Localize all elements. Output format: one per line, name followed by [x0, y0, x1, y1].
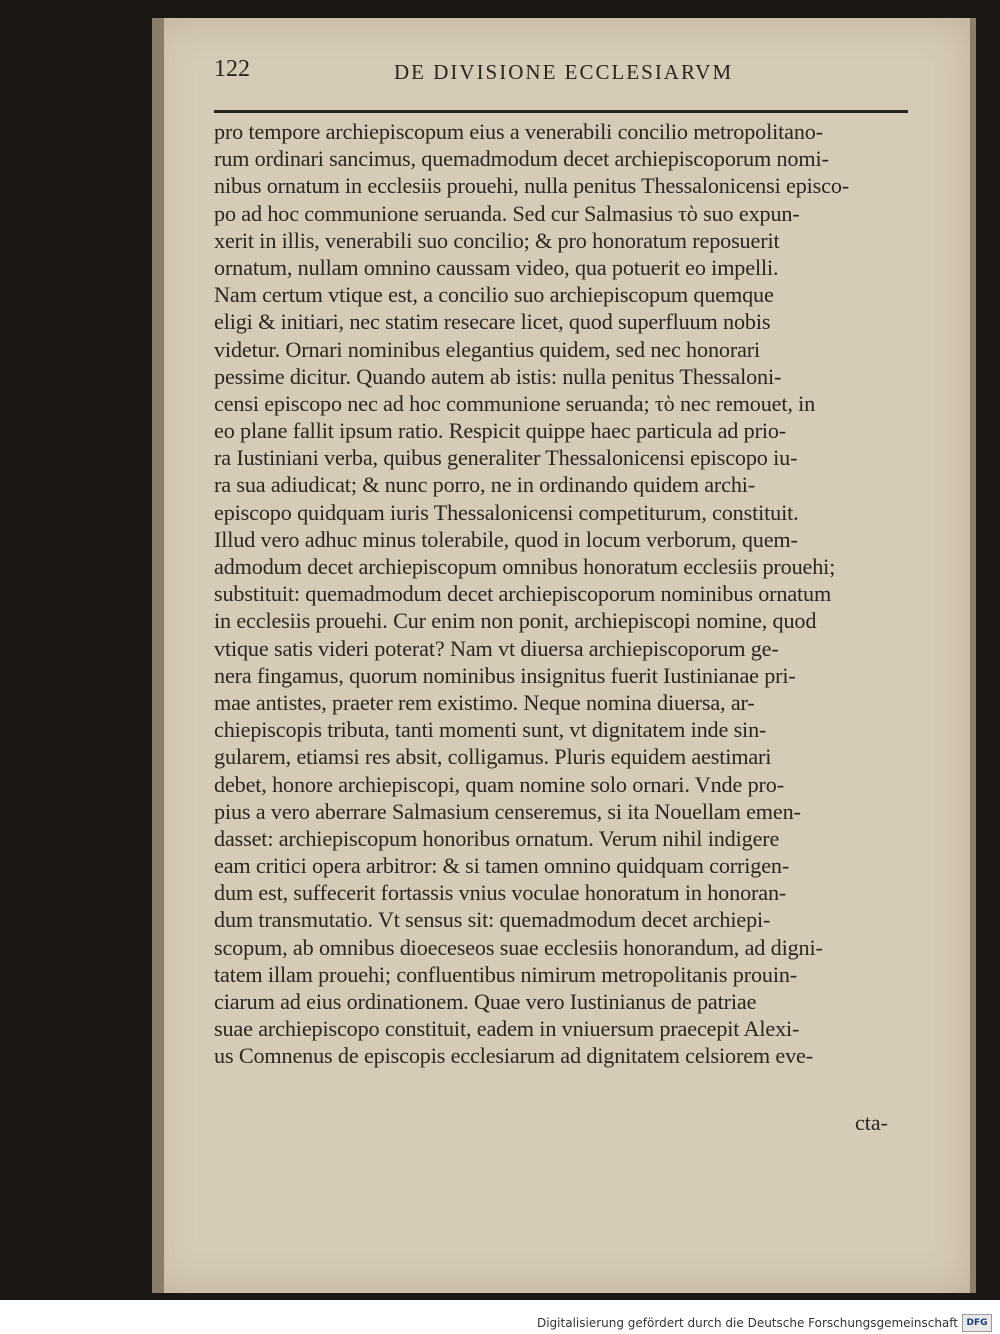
text-line: ornatum, nullam omnino caussam video, qua potuerit eo impelli. — [214, 254, 779, 280]
catchword: cta- — [855, 1110, 888, 1135]
text-line: mae antistes, praeter rem existimo. Neque nomina diuersa, ar- — [214, 689, 755, 715]
book-page — [152, 18, 976, 1293]
text-line: pessime dicitur. Quando autem ab istis: nulla penitus Thessaloni- — [214, 363, 782, 389]
text-line: eam critici opera arbitror: & si tamen omnino quidquam corrigen- — [214, 853, 790, 879]
text-line: Nam certum vtique est, a concilio suo archiepiscopum quemque — [214, 282, 774, 308]
text-line: dasset: archiepiscopum honoribus ornatum. Verum nihil indigere — [214, 825, 780, 851]
text-line: ra Iustiniani verba, quibus generaliter Thessalonicensi episcopo iu- — [214, 445, 798, 471]
text-line: eo plane fallit ipsum ratio. Respicit quippe haec particula ad prio- — [214, 418, 787, 444]
text-line: nera fingamus, quorum nominibus insignitus fuerit Iustinianae pri- — [214, 662, 796, 688]
text-line: xerit in illis, venerabili suo concilio; & pro honoratum reposuerit — [214, 227, 780, 253]
funding-credit: Digitalisierung gefördert durch die Deutsche Forschungsgemeinschaft — [536, 1316, 958, 1330]
page-number: 122 — [214, 56, 250, 82]
text-line: in ecclesiis prouehi. Cur enim non ponit, archiepiscopi nomine, quod — [214, 608, 817, 634]
header-rule — [214, 110, 908, 113]
running-title: DE DIVISIONE ECCLESIARVM — [394, 60, 734, 84]
text-line: debet, honore archiepiscopi, quam nomine solo ornari. Vnde pro- — [214, 771, 784, 797]
page-gutter — [152, 18, 164, 1293]
text-line: pro tempore archiepiscopum eius a venerabili concilio metropolitano- — [214, 119, 823, 144]
text-line: us Comnenus de episcopis ecclesiarum ad dignitatem celsiorem eve- — [214, 1043, 813, 1069]
text-line: videtur. Ornari nominibus elegantius quidem, sed nec honorari — [214, 336, 761, 362]
dfg-logo: DFG — [962, 1314, 992, 1332]
text-line: chiepiscopis tributa, tanti momenti sunt, vt dignitatem inde sin- — [214, 717, 767, 743]
text-line: po ad hoc communione seruanda. Sed cur Salmasius τὸ suo expun- — [214, 200, 800, 226]
text-line: substituit: quemadmodum decet archiepiscoporum nominibus ornatum — [214, 581, 832, 607]
text-line: ciarum ad eius ordinationem. Quae vero Iustinianus de patriae — [214, 989, 757, 1014]
text-line: tatem illam prouehi; confluentibus nimirum metropolitanis prouin- — [214, 961, 798, 987]
text-line: suae archiepiscopo constituit, eadem in vniuersum praecepit Alexi- — [214, 1016, 800, 1042]
text-line: admodum decet archiepiscopum omnibus honoratum ecclesiis prouehi; — [214, 554, 836, 579]
text-line: ra sua adiudicat; & nunc porro, ne in ordinando quidem archi- — [214, 472, 756, 498]
text-line: scopum, ab omnibus dioeceseos suae ecclesiis honorandum, ad digni- — [214, 934, 823, 960]
body-text — [214, 118, 904, 1070]
text-line: gularem, etiamsi res absit, colligamus. Pluris equidem aestimari — [214, 744, 772, 770]
text-line: dum est, suffecerit fortassis vnius voculae honoratum in honoran- — [214, 880, 787, 906]
text-line: Illud vero adhuc minus tolerabile, quod in locum verborum, quem- — [214, 526, 798, 552]
text-line: episcopo quidquam iuris Thessalonicensi competiturum, constituit. — [214, 499, 799, 525]
page-header — [214, 56, 904, 86]
text-line: censi episcopo nec ad hoc communione seruanda; τὸ nec remouet, in — [214, 390, 816, 416]
text-line: pius a vero aberrare Salmasium censeremus, si ita Nouellam emen- — [214, 798, 801, 824]
text-line: rum ordinari sancimus, quemadmodum decet archiepiscoporum nomi- — [214, 146, 829, 172]
text-line: dum transmutatio. Vt sensus sit: quemadmodum decet archiepi- — [214, 907, 771, 933]
text-line: eligi & initiari, nec statim resecare licet, quod superfluum nobis — [214, 309, 771, 335]
footer-bar — [0, 1312, 1000, 1334]
text-line: nibus ornatum in ecclesiis prouehi, nulla penitus Thessalonicensi episco- — [214, 173, 850, 199]
text-line: vtique satis videri poterat? Nam vt diuersa archiepiscoporum ge- — [214, 635, 779, 661]
